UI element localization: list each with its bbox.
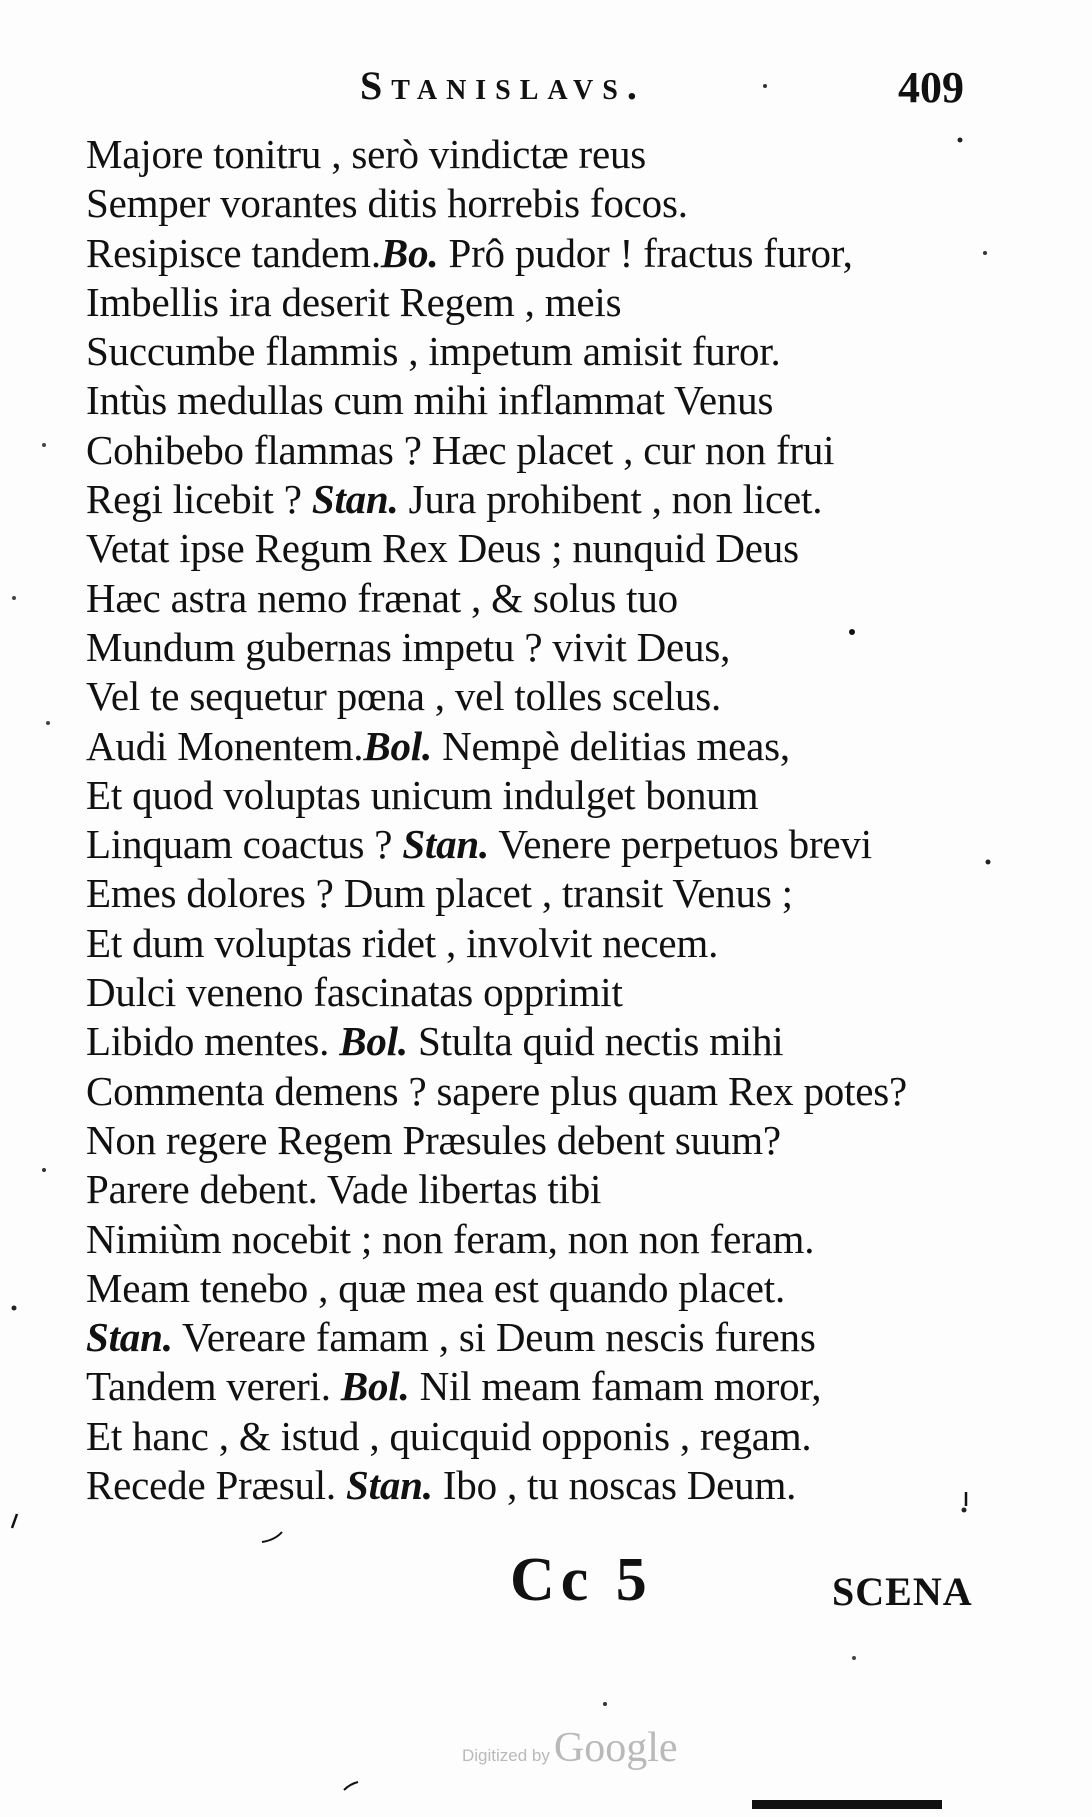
verse-segment: Non regere Regem Præsules debent suum? bbox=[86, 1116, 781, 1163]
running-head bbox=[0, 62, 1092, 112]
verse-line bbox=[86, 130, 1016, 179]
verse-segment: Dulci veneno fascinatas opprimit bbox=[86, 969, 623, 1016]
verse-segment: Commenta demens ? sapere plus quam Rex potes? bbox=[86, 1067, 908, 1114]
verse-segment: Venere perpetuos brevi bbox=[489, 821, 872, 868]
verse-line bbox=[86, 327, 1016, 376]
verse-line bbox=[86, 1412, 1016, 1461]
google-logo: Google bbox=[553, 1725, 678, 1771]
verse-line bbox=[86, 475, 1016, 524]
catchword: SCENA bbox=[832, 1569, 973, 1614]
verse-line bbox=[86, 1313, 1016, 1362]
verse-line bbox=[86, 179, 1016, 228]
verse-line bbox=[86, 1461, 1016, 1510]
verse-line bbox=[86, 1165, 1016, 1214]
verse-line bbox=[86, 278, 1016, 327]
speaker-label: Stan. bbox=[311, 476, 399, 523]
verse-segment: Emes dolores ? Dum placet , transit Venus ; bbox=[86, 870, 793, 917]
verse-segment: Intùs medullas cum mihi inflammat Venus bbox=[86, 377, 774, 424]
speaker-label: Bo. bbox=[380, 229, 439, 276]
verse-segment: Nil meam famam moror, bbox=[409, 1363, 822, 1410]
verse-segment: Et hanc , & istud , quicquid opponis , regam. bbox=[86, 1412, 812, 1459]
verse-segment: Regi licebit ? bbox=[86, 476, 312, 523]
verse-line bbox=[86, 574, 1016, 623]
digitization-watermark bbox=[462, 1724, 678, 1772]
verse-line bbox=[86, 1362, 1016, 1411]
verse-segment: Hæc astra nemo frænat , & solus tuo bbox=[86, 574, 678, 621]
verse-segment: Vel te sequetur pœna , vel tolles scelus. bbox=[86, 673, 722, 720]
speaker-label: Bol. bbox=[340, 1363, 410, 1410]
verse-segment: Vetat ipse Regum Rex Deus ; nunquid Deus bbox=[86, 525, 799, 572]
verse-segment: Et dum voluptas ridet , involvit necem. bbox=[86, 919, 719, 966]
verse-segment: Succumbe flammis , impetum amisit furor. bbox=[86, 328, 781, 375]
verse-line bbox=[86, 426, 1016, 475]
verse-line bbox=[86, 919, 1016, 968]
verse-line bbox=[86, 1067, 1016, 1116]
verse-segment: Nimiùm nocebit ; non feram, non non feram. bbox=[86, 1215, 815, 1262]
verse-segment: Cohibebo flammas ? Hæc placet , cur non frui bbox=[86, 426, 835, 473]
verse-segment: Jura prohibent , non licet. bbox=[398, 476, 823, 523]
verse-segment: Imbellis ira deserit Regem , meis bbox=[86, 278, 622, 325]
verse-segment: Nempè delitias meas, bbox=[432, 722, 790, 769]
verse-segment: Meam tenebo , quæ mea est quando placet. bbox=[86, 1264, 786, 1311]
verse-line bbox=[86, 376, 1016, 425]
verse-segment: Mundum gubernas impetu ? vivit Deus, bbox=[86, 623, 731, 670]
verse-line bbox=[86, 722, 1016, 771]
speaker-label: Stan. bbox=[346, 1462, 433, 1509]
verse-text-block bbox=[86, 130, 1016, 1510]
verse-segment: Prô pudor ! fractus furor, bbox=[438, 229, 853, 276]
verse-segment: Majore tonitru , serò vindictæ reus bbox=[86, 131, 647, 177]
verse-line bbox=[86, 869, 1016, 918]
verse-line bbox=[86, 771, 1016, 820]
verse-segment: Linquam coactus ? bbox=[86, 821, 403, 868]
verse-segment: Et quod voluptas unicum indulget bonum bbox=[86, 771, 759, 818]
speaker-label: Stan. bbox=[402, 821, 490, 868]
verse-line bbox=[86, 623, 1016, 672]
verse-segment: Stulta quid nectis mihi bbox=[407, 1018, 784, 1065]
bottom-rule bbox=[752, 1800, 942, 1809]
verse-segment: Semper vorantes ditis horrebis focos. bbox=[86, 180, 688, 227]
watermark-prefix: Digitized by bbox=[462, 1746, 550, 1765]
verse-line bbox=[86, 968, 1016, 1017]
signature-mark: Cc 5 bbox=[510, 1546, 653, 1614]
verse-line bbox=[86, 1017, 1016, 1066]
verse-segment: Libido mentes. bbox=[86, 1018, 340, 1065]
verse-segment: Ibo , tu noscas Deum. bbox=[432, 1462, 797, 1509]
verse-line bbox=[86, 229, 1016, 278]
verse-line bbox=[86, 820, 1016, 869]
verse-segment: Resipisce tandem. bbox=[86, 229, 381, 276]
verse-line bbox=[86, 524, 1016, 573]
verse-line bbox=[86, 1116, 1016, 1165]
verse-line bbox=[86, 1215, 1016, 1264]
verse-segment: Audi Monentem. bbox=[86, 722, 364, 769]
verse-line bbox=[86, 1264, 1016, 1313]
verse-line bbox=[86, 672, 1016, 721]
verse-segment: Tandem vereri. bbox=[86, 1363, 341, 1410]
speaker-label: Stan. bbox=[86, 1314, 173, 1361]
speaker-label: Bol. bbox=[363, 722, 433, 769]
verse-segment: Vereare famam , si Deum nescis furens bbox=[172, 1314, 816, 1361]
page-number: 409 bbox=[898, 63, 964, 112]
speaker-label: Bol. bbox=[339, 1018, 408, 1065]
running-title: Stanislavs. bbox=[360, 63, 646, 108]
verse-segment: Recede Præsul. bbox=[86, 1462, 347, 1509]
verse-segment: Parere debent. Vade libertas tibi bbox=[86, 1166, 602, 1213]
